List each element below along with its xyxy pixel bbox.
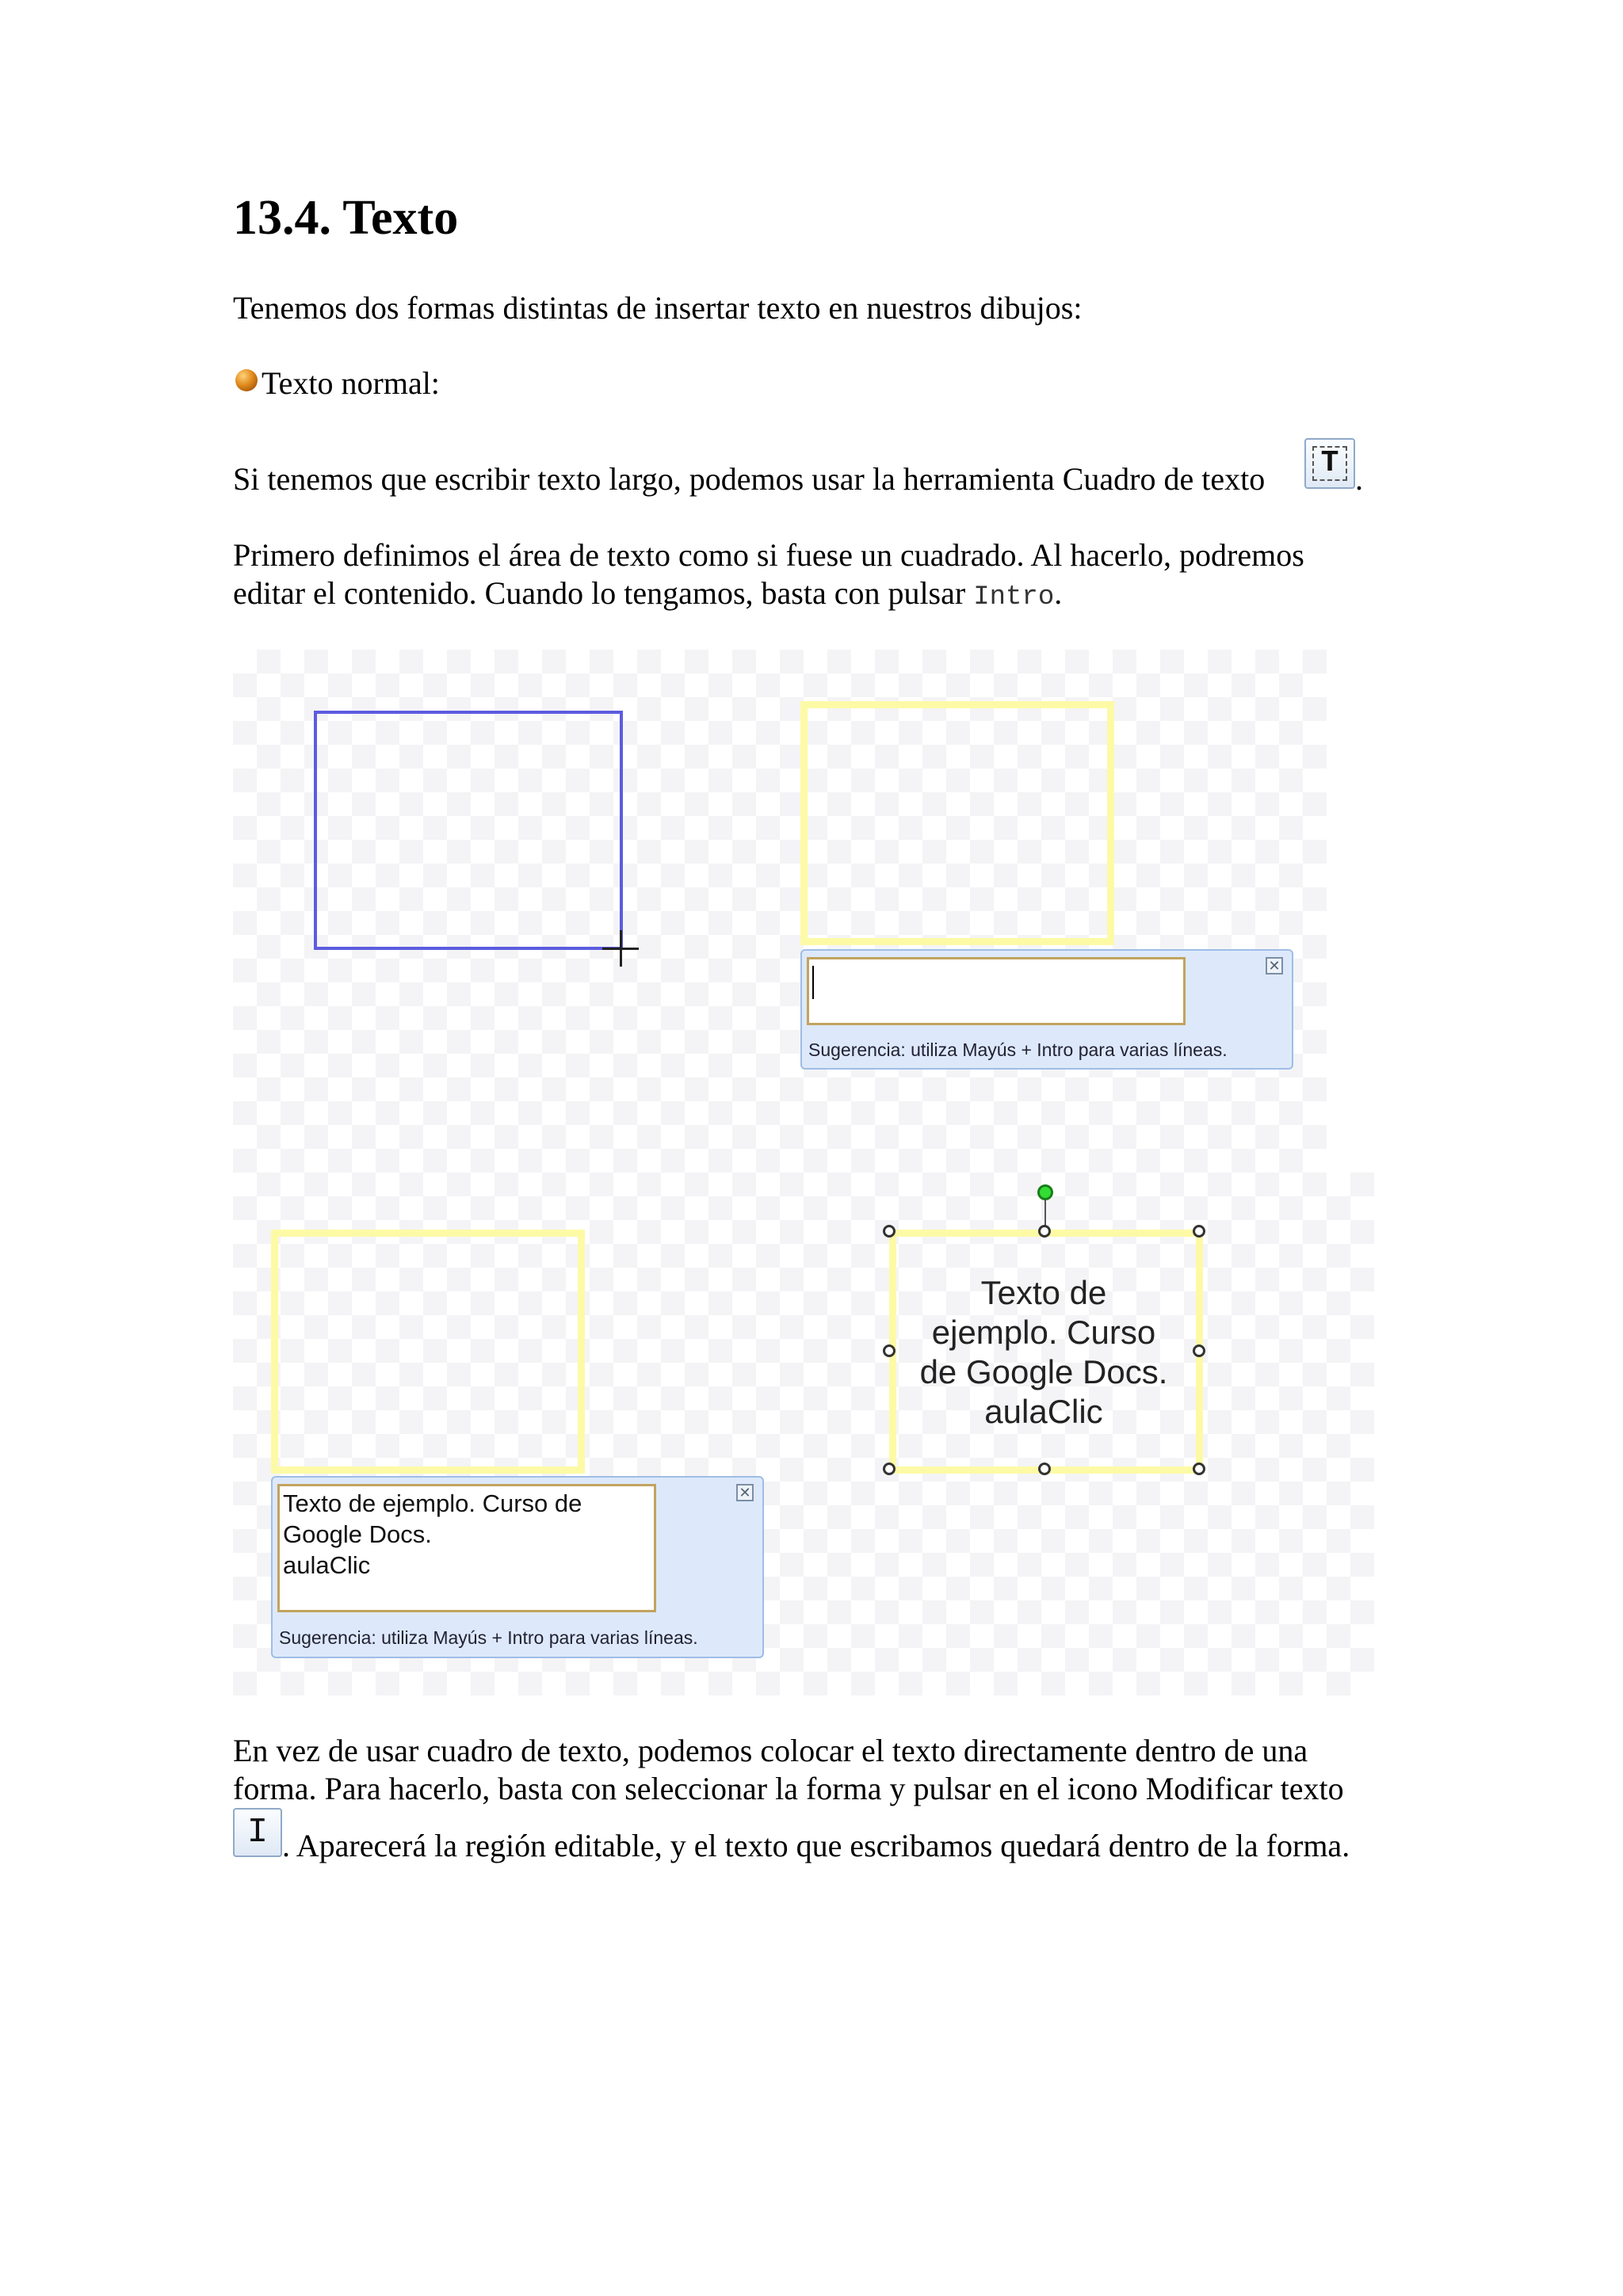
text-editor-input[interactable] (807, 957, 1186, 1025)
paragraph-text-box (233, 460, 1265, 498)
page-title: 13.4. Texto (233, 191, 459, 245)
resize-handle[interactable] (1193, 1225, 1205, 1238)
text-caret (812, 966, 814, 999)
editor-hint: Sugerencia: utiliza Mayús + Intro para varias líneas. (279, 1627, 698, 1648)
editor-hint: Sugerencia: utiliza Mayús + Intro para varias líneas. (808, 1039, 1228, 1060)
resize-handle[interactable] (1038, 1463, 1051, 1475)
text-box-shape (800, 701, 1114, 945)
resize-handle[interactable] (1038, 1225, 1051, 1238)
selection-rectangle (314, 711, 623, 950)
text-editor-input[interactable]: Texto de ejemplo. Curso de Google Docs. aulaClic (277, 1484, 656, 1612)
paragraph-shape-text-line2: forma. Para hacerlo, basta con seleccionar la forma y pulsar en el icono Modificar texto (233, 1771, 1344, 1806)
paragraph-define-area-line1: Primero definimos el área de texto como si fuese un cuadrado. Al hacerlo, podremos (233, 537, 1304, 573)
resize-handle[interactable] (1193, 1463, 1205, 1475)
text-box-shape (271, 1230, 585, 1474)
paragraph-text: editar el contenido. Cuando lo tengamos, basta con pulsar (233, 575, 966, 611)
paragraph-shape-text-line3: . Aparecerá la región editable, y el texto que escribamos quedará dentro de la forma. (282, 1828, 1350, 1863)
close-icon[interactable]: ✕ (736, 1484, 754, 1501)
resize-handle[interactable] (1193, 1344, 1205, 1357)
text-editor-popup[interactable] (800, 949, 1293, 1070)
text-box-tool-icon: T (1304, 438, 1355, 489)
period: . (1355, 461, 1363, 497)
paragraph-shape-text-line1: En vez de usar cuadro de texto, podemos colocar el texto directamente dentro de una (233, 1733, 1308, 1768)
paragraph-text: Si tenemos que escribir texto largo, podemos usar la herramienta Cuadro de texto (233, 461, 1266, 497)
close-icon[interactable]: ✕ (1266, 957, 1283, 974)
rotation-handle[interactable] (1037, 1184, 1053, 1200)
resize-handle[interactable] (883, 1225, 896, 1238)
period: . (1054, 575, 1063, 611)
text-editor-popup[interactable] (271, 1476, 764, 1658)
resize-handle[interactable] (883, 1463, 896, 1475)
crosshair-cursor-icon (620, 930, 622, 967)
bullet-icon (235, 369, 258, 391)
edit-text-icon: I (233, 1808, 282, 1857)
intro-paragraph: Tenemos dos formas distintas de insertar texto en nuestros dibujos: (233, 290, 1083, 326)
key-name: Intro (973, 582, 1055, 612)
text-box-content: Texto de ejemplo. Curso de Google Docs. aulaClic (919, 1274, 1168, 1430)
resize-handle[interactable] (883, 1344, 896, 1357)
bullet-item: Texto normal: (262, 365, 440, 401)
paragraph-define-area-line2 (233, 574, 1062, 616)
